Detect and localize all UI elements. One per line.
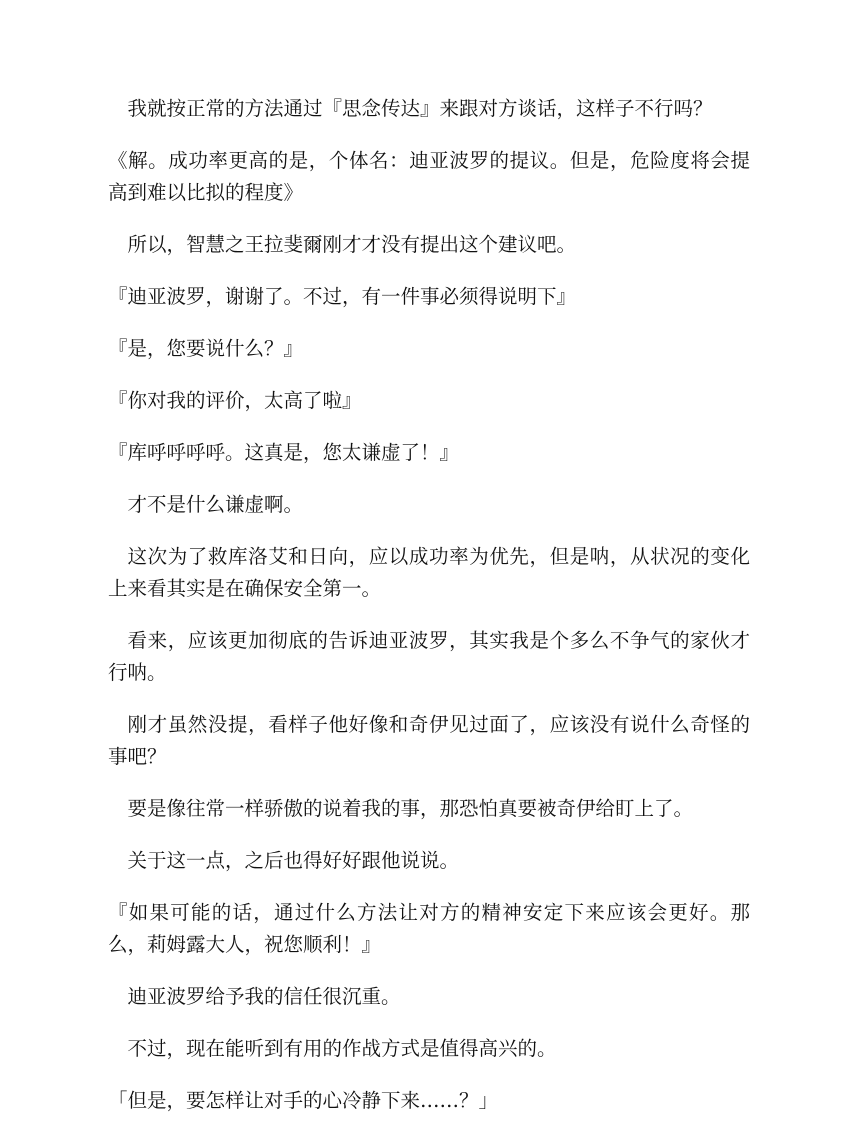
paragraph: 我就按正常的方法通过『思念传达』来跟对方谈话，这样子不行吗？ [127, 97, 713, 120]
paragraph: 刚才虽然没提，看样子他好像和奇伊见过面了，应该没有说什么奇怪的事吧？ [108, 713, 750, 768]
paragraph: 要是像往常一样骄傲的说着我的事，那恐怕真要被奇伊给盯上了。 [127, 797, 694, 820]
paragraph: 关于这一点，之后也得好好跟他说说。 [127, 849, 460, 872]
paragraph: 才不是什么谦虚啊。 [127, 493, 304, 516]
paragraph: 《解。成功率更高的是，个体名：迪亚波罗的提议。但是，危险度将会提高到难以比拟的程度》 [108, 149, 750, 204]
paragraph: 所以，智慧之王拉斐爾刚才才没有提出这个建议吧。 [127, 233, 577, 256]
paragraph: 迪亚波罗给予我的信任很沉重。 [127, 985, 401, 1008]
paragraph: 『迪亚波罗，谢谢了。不过，有一件事必须得说明下』 [108, 285, 577, 308]
paragraph: 『是，您要说什么？』 [108, 337, 304, 360]
paragraph: 『库呼呼呼呼。这真是，您太谦虚了！』 [108, 441, 460, 464]
paragraph: 『你对我的评价，太高了啦』 [108, 389, 362, 412]
document-page [108, 93, 750, 1137]
paragraph: 「但是，要怎样让对手的心冷静下来……？」 [108, 1089, 499, 1112]
paragraph: 看来，应该更加彻底的告诉迪亚波罗，其实我是个多么不争气的家伙才行呐。 [108, 629, 750, 684]
paragraph: 『如果可能的话，通过什么方法让对方的精神安定下来应该会更好。那么，莉姆露大人，祝您顺利！』 [108, 901, 750, 956]
paragraph: 这次为了救库洛艾和日向，应以成功率为优先，但是呐，从状况的变化上来看其实是在确保安全第一。 [108, 545, 750, 600]
paragraph: 不过，现在能听到有用的作战方式是值得高兴的。 [127, 1037, 557, 1060]
